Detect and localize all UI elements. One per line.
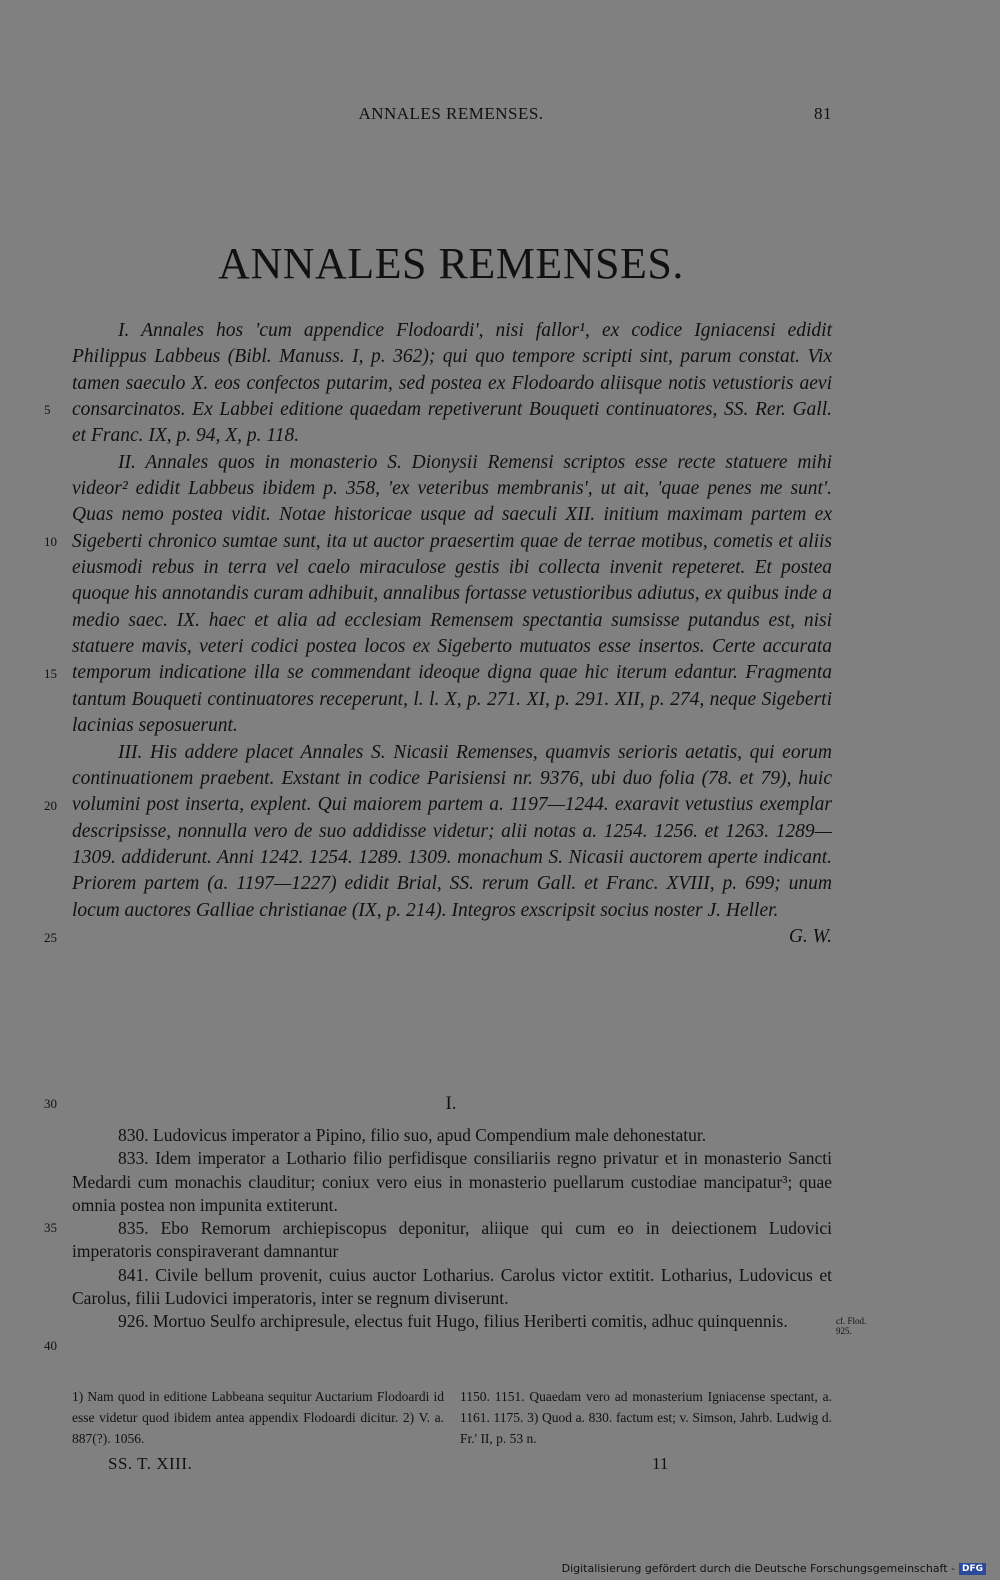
line-number: 20 [44,798,57,813]
sheet-number: 11 [652,1454,669,1473]
footnotes-right-column [460,1386,832,1449]
annal-entry: 830. Ludovicus imperator a Pipino, filio suo, apud Compendium male dehonestatur. [118,1125,707,1145]
digitization-notice-text: Digitalisierung gefördert durch die Deutsche Forschungsgemeinschaft - [561,1562,955,1575]
intro-paragraph-2: II. Annales quos in monasterio S. Dionysii Remensi scriptos esse recte statuere mihi videor² edidit Labbeus ibidem p. 358, 'ex veteribus membranis', ut ait, 'quae penes me sunt'. Quas nemo postea vidit. Notae historicae usque ad saeculi XII. initium maximam partem ex Sigeberti chronico sumtae sunt, ita ut auctor praesertim quae de terrae motibus, cometis et aliis eiusmodi rebus in terra vel caelo miraculose gestis ibi collecta invenit repeteret. Et postea quoque his annotandis curam adhibuit, annalibus fortasse vetustioribus adiutus, ex quibus inde a medio saec. IX. haec et alia ad ecclesiam Remensem spectantia sumsisse putandus est, nisi statuere mavis, veteri codici postea locos ex Sigeberto mutuatos esse insertos. Certe accurata temporum indicatione illa se commendant ideoque digna quae hic iterum edantur. Fragmenta tantum Bouqueti continuatores receperunt, l. l. X, p. 271. XI, p. 291. XII, p. 274, neque Sigeberti lacinias seposuerunt. [72,451,832,737]
editor-signature: G. W. [788,925,832,947]
annal-entry: 835. Ebo Remorum archiepiscopus deponitur, aliique qui cum eo in deiectionem Ludovici imperatoris conspiraverant damnantur [72,1218,832,1262]
footnote-text: 1150. 1151. Quaedam vero ad monasterium Igniacense spectant, a. 1161. 1175. 3) Quod a. 830. factum est; v. Simson, Jahrb. Ludwig d. Fr.' II, p. 53 n. [460,1389,832,1446]
main-title: ANNALES REMENSES. [218,239,684,288]
section-heading: I. [445,1093,457,1114]
line-number: 35 [44,1220,57,1235]
margin-note [836,1316,866,1336]
intro-paragraph-1: I. Annales hos 'cum appendice Flodoardi', nisi fallor¹, ex codice Igniacensi edidit Philippus Labbeus (Bibl. Manuss. I, p. 362); qui quo tempore scripti sint, parum constat. Vix tamen saeculo X. eos confectos putarim, sed postea ex Flodoardo aliisque notis vetustioris aevi consarcinatos. Ex Labbei editione quaedam repetiverunt Bouqueti continuatores, SS. Rer. Gall. et Franc. IX, p. 94, X, p. 118. [72,320,832,447]
margin-note-line: 925. [836,1326,852,1336]
running-head-title: ANNALES REMENSES. [358,104,544,123]
signature-mark: SS. T. XIII. [108,1454,193,1473]
digitization-notice [562,1562,986,1575]
annal-entry: 926. Mortuo Seulfo archipresule, electus fuit Hugo, filius Heriberti comitis, adhuc quinquennis. [118,1311,788,1332]
annal-entries [72,1124,832,1334]
line-number: 5 [44,402,51,417]
line-number: 40 [44,1338,57,1353]
annal-entry: 841. Civile bellum provenit, cuius auctor Lotharius. Carolus victor extitit. Lotharius, Ludovicus et Carolus, filii Ludovici imperatoris, inter se regnum diviserunt. [72,1264,832,1309]
line-number: 30 [44,1096,57,1111]
line-number: 10 [44,534,57,549]
page-number: 81 [814,104,832,123]
footnotes-left-column [72,1386,444,1449]
footnote-text: 1) Nam quod in editione Labbeana sequitur Auctarium Flodoardi id esse videtur quod ibidem antea appendix Flodoardi dicitur. 2) V. a. 887(?). 1056. [72,1389,444,1446]
running-head [70,104,832,128]
line-number: 25 [44,930,57,945]
intro-paragraph-3 [72,740,832,947]
line-number: 15 [44,666,57,681]
dfg-logo-icon: DFG [959,1563,986,1575]
annal-entry: 833. Idem imperator a Lothario filio perfidisque consiliariis regno privatur et in monasterio Sancti Medardi cum monachis clauditur; coniux vero eius in monasterio puellarum custodiae mancipatur³; quae omnia postea non impunita extiterunt. [72,1148,832,1215]
introduction [72,318,832,950]
margin-note-line: cf. Flod. [836,1316,867,1326]
intro-paragraph-3-text: III. His addere placet Annales S. Nicasii Remenses, quamvis serioris aetatis, qui eorum continuationem praebent. Exstant in codice Parisiensi nr. 9376, ubi duo folia (78. et 79), huic volumini post inserta, explent. Qui maiorem partem a. 1197—1244. exaravit vetustius exemplar descripsisse, nonnulla vero de suo addidisse videtur; alii notas a. 1254. 1256. et 1263. 1289—1309. addiderunt. Anni 1242. 1254. 1289. 1309. monachum S. Nicasii auctorem aperte indicant. Priorem partem (a. 1197—1227) edidit Brial, SS. rerum Gall. et Franc. XVIII, p. 699; unum locum auctores Galliae christianae (IX, p. 214). Integros exscripsit socius noster J. Heller. [72,741,832,921]
